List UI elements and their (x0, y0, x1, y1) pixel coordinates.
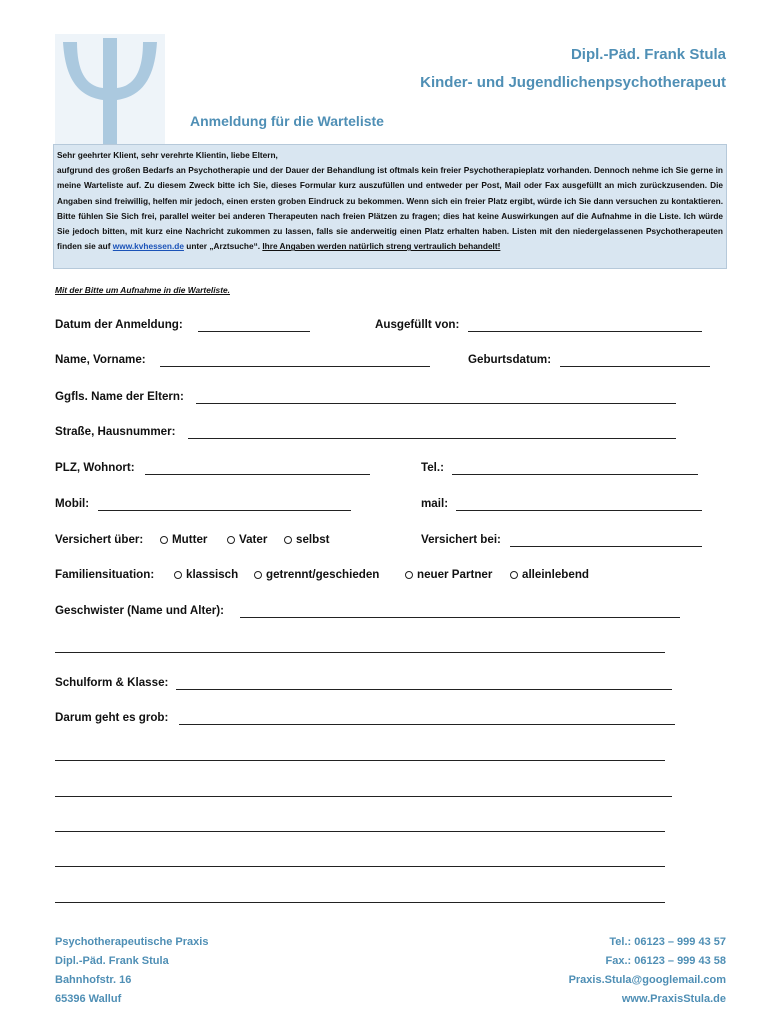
darum-field[interactable] (179, 724, 675, 725)
intro-body (57, 163, 723, 254)
intro-body-text-2: unter „Arztsuche“. (183, 241, 263, 252)
schulform-field[interactable] (176, 689, 672, 690)
radio-icon[interactable] (227, 536, 235, 544)
mail-label: mail: (421, 497, 449, 510)
option-mutter[interactable] (160, 533, 207, 546)
geburtsdatum-field[interactable] (560, 366, 710, 367)
mobil-label: Mobil: (55, 497, 90, 510)
footer-tel: Tel.: 06123 – 999 43 57 (609, 936, 726, 948)
footer-name: Dipl.-Päd. Frank Stula (55, 955, 169, 967)
option-alleinlebend[interactable] (510, 568, 589, 581)
footer-street: Bahnhofstr. 16 (55, 974, 132, 986)
kvhessen-link[interactable]: www.kvhessen.de (112, 241, 184, 252)
familiensituation-label: Familiensituation: (55, 568, 155, 581)
therapist-title: Kinder- und Jugendlichenpsychotherapeut (420, 74, 726, 91)
darum-field-line[interactable] (55, 866, 665, 867)
geschwister-label: Geschwister (Name und Alter): (55, 604, 225, 617)
plz-field[interactable] (145, 474, 370, 475)
footer-email[interactable]: Praxis.Stula@googlemail.com (568, 974, 726, 986)
strasse-field[interactable] (188, 438, 676, 439)
name-label: Name, Vorname: (55, 353, 146, 366)
request-note: Mit der Bitte um Aufnahme in die Warteliste. (55, 285, 230, 295)
option-label: Mutter (172, 533, 208, 546)
footer-website[interactable]: www.PraxisStula.de (621, 993, 726, 1005)
mail-field[interactable] (456, 510, 702, 511)
tel-label: Tel.: (421, 461, 444, 474)
footer-fax: Fax.: 06123 – 999 43 58 (605, 955, 726, 967)
ausgefuellt-field[interactable] (468, 331, 702, 332)
intro-box (53, 144, 727, 269)
therapist-name: Dipl.-Päd. Frank Stula (570, 46, 726, 63)
versichert-ueber-label: Versichert über: (55, 533, 144, 546)
name-field[interactable] (160, 366, 430, 367)
radio-icon[interactable] (254, 571, 262, 579)
option-getrennt[interactable] (254, 568, 379, 581)
option-klassisch[interactable] (174, 568, 238, 581)
geschwister-field-2[interactable] (55, 652, 665, 653)
datum-label: Datum der Anmeldung: (55, 318, 183, 331)
option-label: getrennt/geschieden (266, 568, 380, 581)
footer-address (55, 933, 208, 1009)
intro-body-text: aufgrund des großen Bedarfs an Psychotherapie und der Dauer der Behandlung ist oftmals kein freier Psychotherapieplatz vorhanden. Dennoch nehme ich Sie gerne in meine Warteliste auf. Zu diesem Zweck bitte ich Sie, dieses Formular kurz auszufüllen und entweder per Post, Mail oder Fax ausgefüllt an mich zurückzusenden. Die Angaben sind freiwillig, helfen mir jedoch, einen ersten groben Eindruck zu bekommen. Wenn sich ein freier Platz ergibt, würde ich Sie dann versuchen zu kontaktieren. Bitte fühlen Sie Sich frei, parallel weiter bei anderen Therapeuten nach freien Plätzen zu fragen; dies hat keine Auswirkungen auf die Aufnahme in die Liste. Ich würde Sie jedoch bitten, mit kurz eine Nachricht zukommen zu lassen, falls sie anderweitig einen Platz erhalten haben. Listen mit den niedergelassenen Psychotherapeuten finden sie auf (57, 165, 723, 252)
option-label: klassisch (186, 568, 239, 581)
darum-field-line[interactable] (55, 902, 665, 903)
darum-label: Darum geht es grob: (55, 711, 169, 724)
footer-city: 65396 Walluf (55, 993, 122, 1005)
option-label: Vater (239, 533, 268, 546)
psi-logo (55, 34, 165, 154)
ausgefuellt-label: Ausgefüllt von: (375, 318, 460, 331)
tel-field[interactable] (452, 474, 698, 475)
eltern-field[interactable] (196, 403, 676, 404)
radio-icon[interactable] (160, 536, 168, 544)
option-neuer-partner[interactable] (405, 568, 492, 581)
versichert-bei-field[interactable] (510, 546, 702, 547)
option-label: neuer Partner (417, 568, 493, 581)
radio-icon[interactable] (174, 571, 182, 579)
plz-label: PLZ, Wohnort: (55, 461, 135, 474)
datum-field[interactable] (198, 331, 310, 332)
radio-icon[interactable] (284, 536, 292, 544)
versichert-bei-label: Versichert bei: (421, 533, 501, 546)
strasse-label: Straße, Hausnummer: (55, 425, 176, 438)
option-vater[interactable] (227, 533, 267, 546)
darum-field-line[interactable] (55, 796, 672, 797)
eltern-label: Ggfls. Name der Eltern: (55, 390, 184, 403)
radio-icon[interactable] (510, 571, 518, 579)
intro-greeting: Sehr geehrter Klient, sehr verehrte Klientin, liebe Eltern, (57, 150, 278, 160)
footer-practice: Psychotherapeutische Praxis (55, 936, 209, 948)
footer-contact (569, 933, 726, 1009)
darum-field-line[interactable] (55, 831, 665, 832)
option-selbst[interactable] (284, 533, 330, 546)
darum-field-line[interactable] (55, 760, 665, 761)
form-title: Anmeldung für die Warteliste (190, 113, 384, 129)
option-label: selbst (296, 533, 330, 546)
mobil-field[interactable] (98, 510, 351, 511)
geschwister-field[interactable] (240, 617, 680, 618)
schulform-label: Schulform & Klasse: (55, 676, 169, 689)
geburtsdatum-label: Geburtsdatum: (468, 353, 552, 366)
confidentiality-note: Ihre Angaben werden natürlich streng vertraulich behandelt! (262, 241, 501, 252)
radio-icon[interactable] (405, 571, 413, 579)
option-label: alleinlebend (522, 568, 590, 581)
